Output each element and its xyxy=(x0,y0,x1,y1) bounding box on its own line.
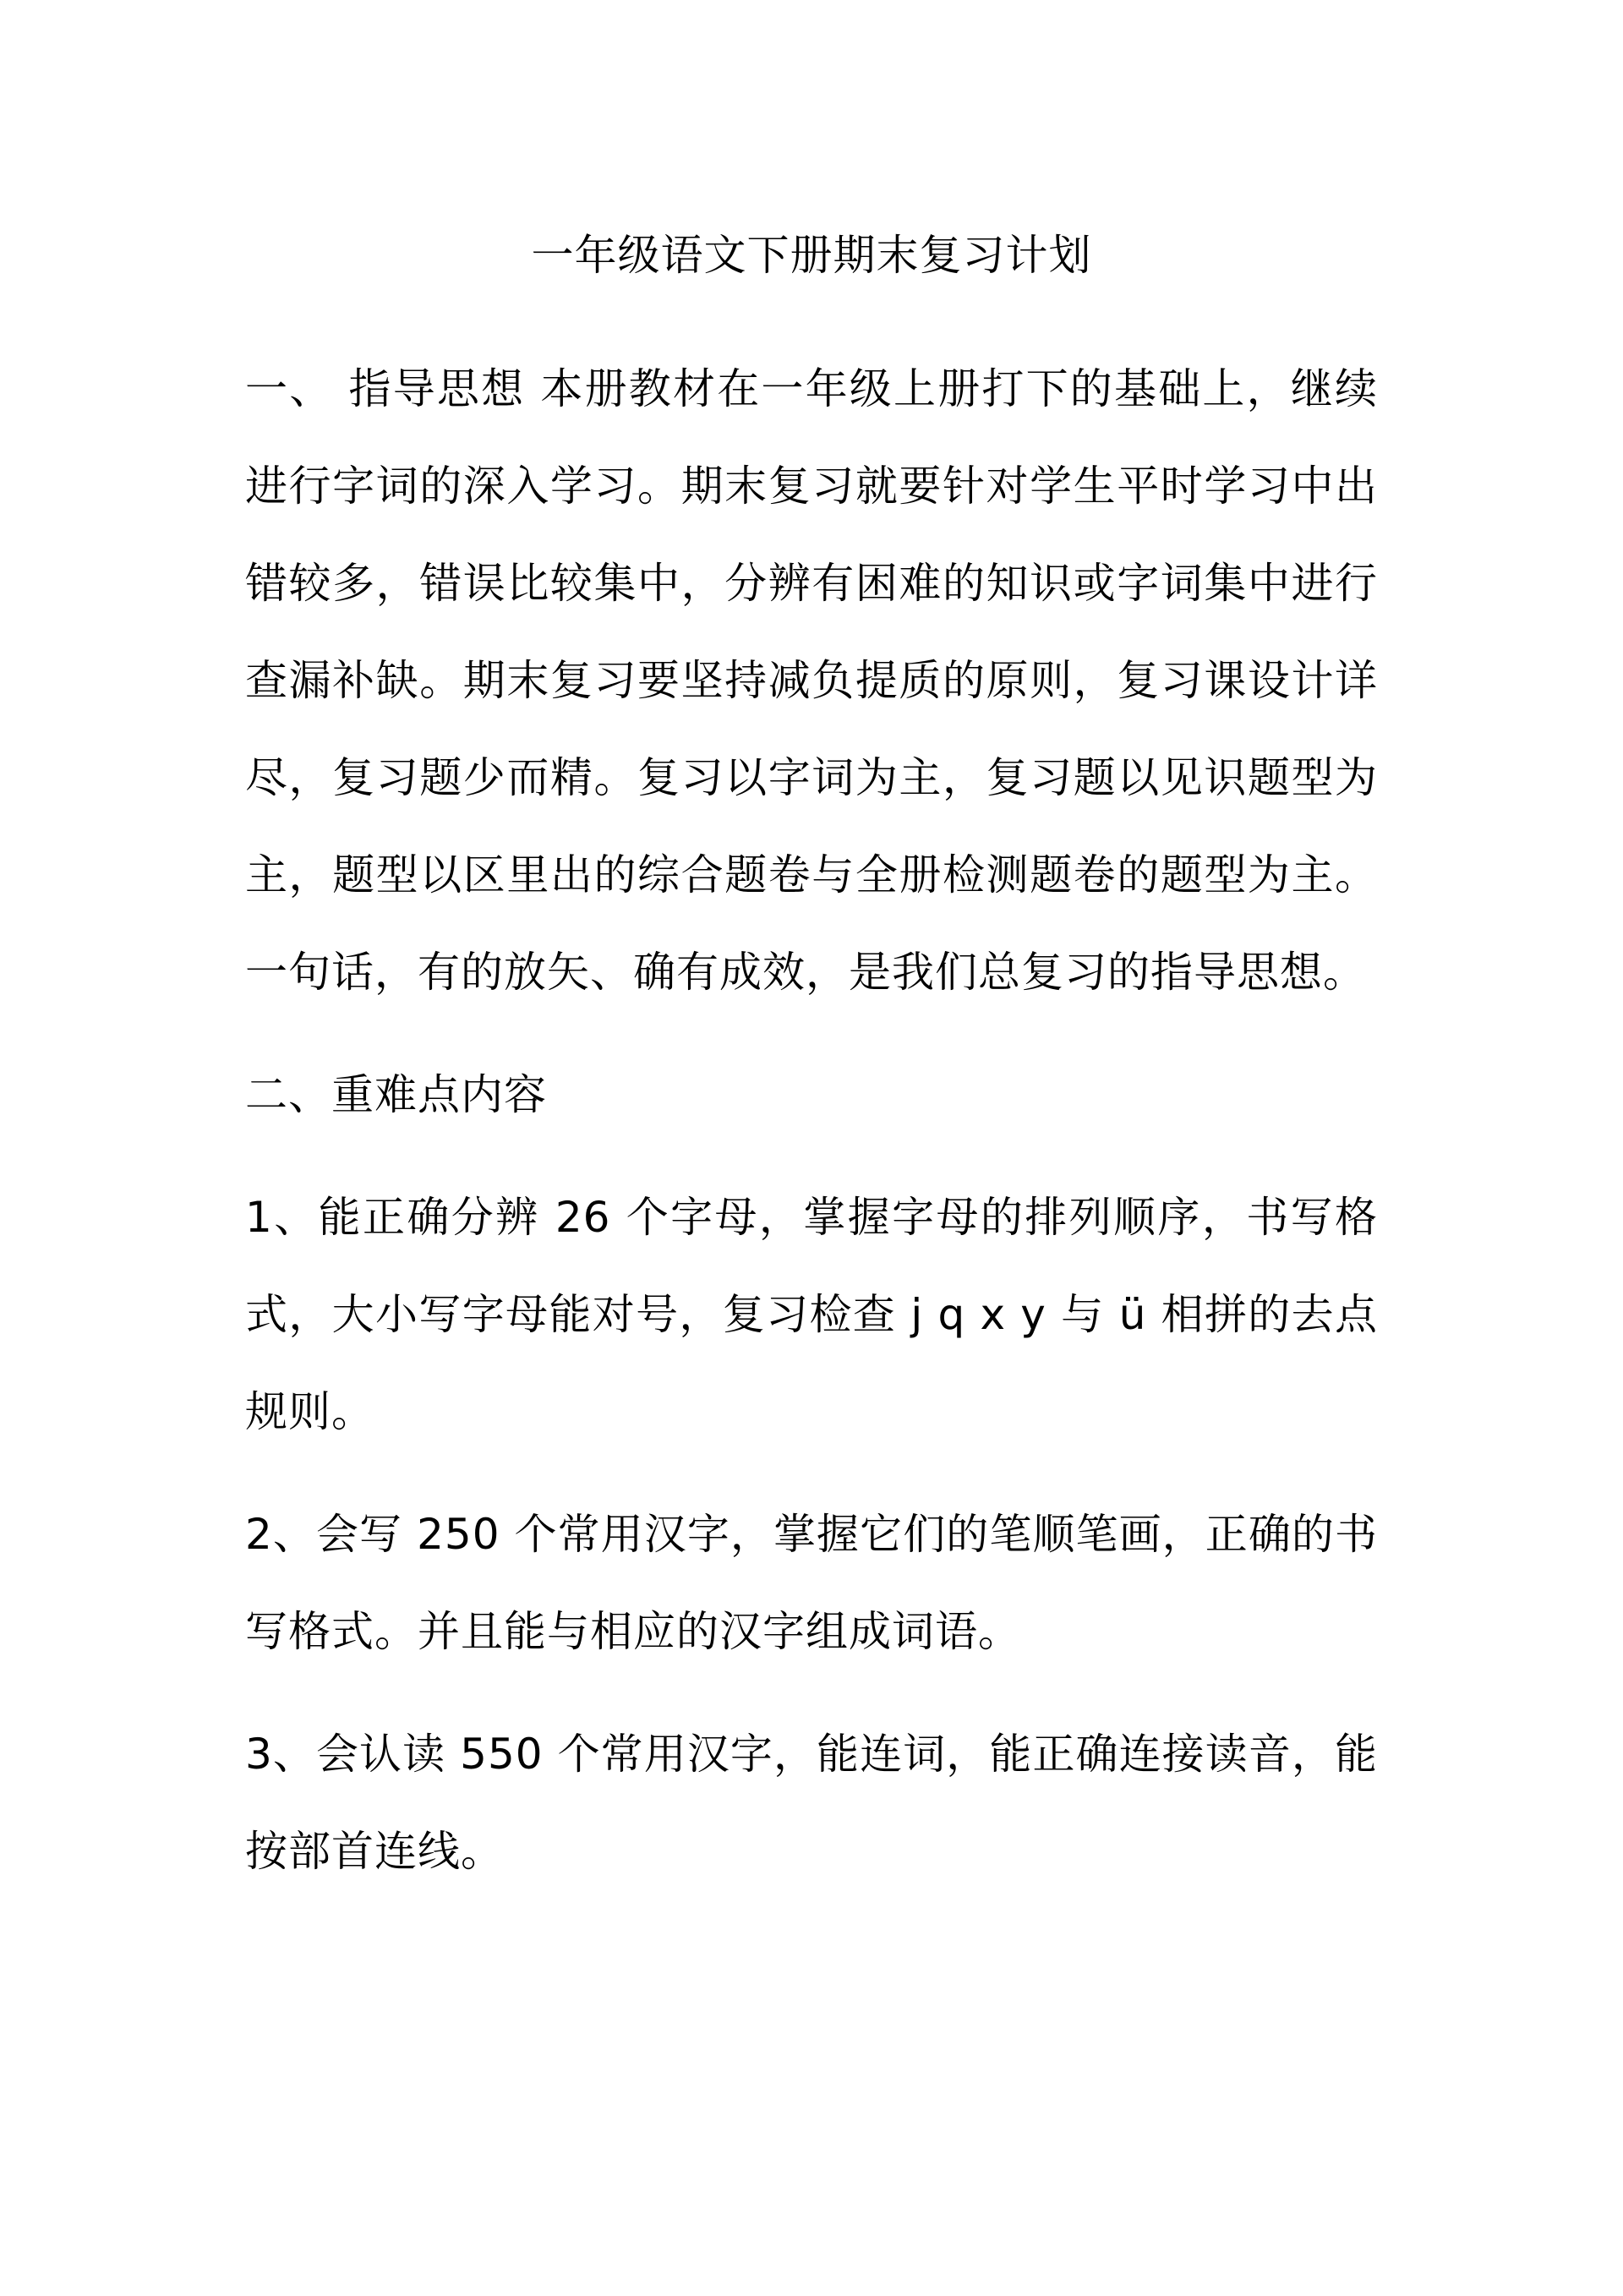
list-item-point-3: 3、会认读 550 个常用汉字，能连词，能正确连接读音，能按部首连线。 xyxy=(245,1730,1378,1876)
list-item-point-2: 2、会写 250 个常用汉字，掌握它们的笔顺笔画，正确的书写格式。并且能与相应的汉字组成词语。 xyxy=(245,1510,1378,1656)
document-body xyxy=(245,341,1378,1926)
list-item-point-1: 1、能正确分辨 26 个字母，掌握字母的排列顺序，书写格式，大小写字母能对号，复习检查 j q x y 与 ü 相拼的去点规则。 xyxy=(245,1193,1378,1436)
section-guiding-thought: 一、 指导思想 本册教材在一年级上册打下的基础上，继续进行字词的深入学习。期末复习就要针对学生平时学习中出错较多，错误比较集中，分辨有困难的知识或字词集中进行查漏补缺。期末复习要坚持减负提质的原则，复习课设计详尽，复习题少而精。复习以字词为主，复习题以见识题型为主，题型以区里出的综合题卷与全册检测题卷的题型为主。一句话，有的放矢、确有成效，是我们总复习的指导思想。 xyxy=(245,364,1378,997)
page-title: 一年级语文下册期末复习计划 xyxy=(531,231,1092,280)
section-heading-key-points: 二、重难点内容 xyxy=(245,1070,547,1119)
